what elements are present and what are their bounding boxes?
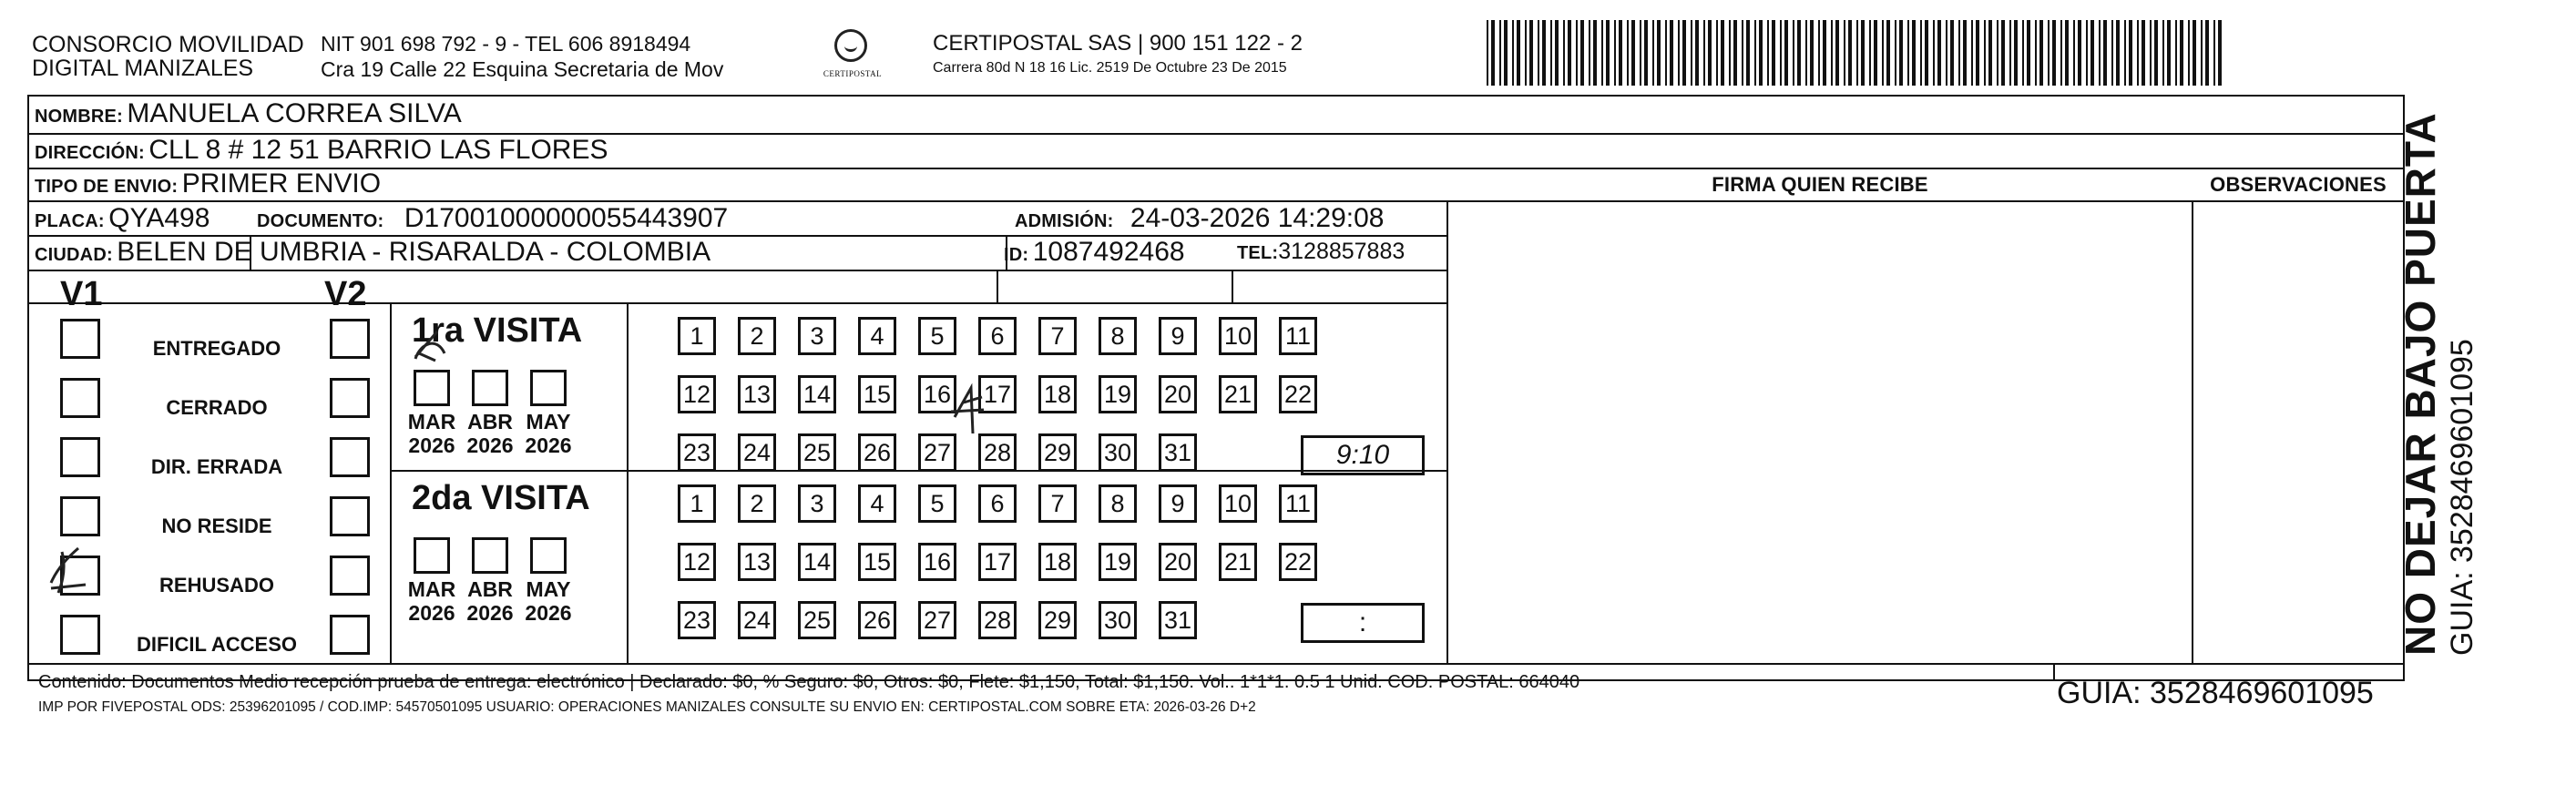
barcode-bar (2201, 20, 2203, 86)
day-box[interactable]: 2 (738, 484, 776, 523)
barcode-bar (2205, 20, 2209, 86)
day-box[interactable]: 30 (1099, 601, 1137, 639)
barcode (1487, 20, 2224, 86)
day-box[interactable]: 11 (1279, 317, 1317, 355)
barcode-bar (1823, 20, 1826, 86)
barcode-bar (1517, 20, 1520, 86)
day-box[interactable]: 9 (1159, 317, 1197, 355)
barcode-bar (1589, 20, 1590, 86)
day-box[interactable]: 19 (1099, 543, 1137, 581)
day-box[interactable]: 11 (1279, 484, 1317, 523)
day-box[interactable]: 13 (738, 375, 776, 413)
barcode-bar (1606, 20, 1610, 86)
barcode-bar (1682, 20, 1686, 86)
month-name: MAY (526, 410, 571, 433)
barcode-bar (1665, 20, 1667, 86)
day-box[interactable]: 14 (798, 543, 836, 581)
barcode-bar (1631, 20, 1635, 86)
month-year: 2026 (466, 601, 514, 625)
barcode-bar (1984, 20, 1986, 86)
day-box[interactable]: 20 (1159, 375, 1197, 413)
barcode-bar (1933, 20, 1935, 86)
form-frame (27, 95, 2405, 681)
barcode-bar (1793, 20, 1794, 86)
barcode-bar (2142, 20, 2145, 86)
month-year: 2026 (408, 601, 455, 625)
barcode-bar (1614, 20, 1616, 86)
barcode-bar (2073, 20, 2075, 86)
barcode-bar (1619, 20, 1622, 86)
barcode-bar (1818, 20, 1820, 86)
day-box[interactable]: 1 (678, 484, 716, 523)
day-box[interactable]: 30 (1099, 433, 1137, 472)
day-box[interactable]: 17 (978, 543, 1017, 581)
barcode-bar (1742, 20, 1743, 86)
footer-guia: GUIA: 3528469601095 (2057, 676, 2374, 710)
day-box[interactable]: 9 (1159, 484, 1197, 523)
side-guia: GUIA: 3528469601095 (2445, 339, 2479, 656)
day-box[interactable]: 25 (798, 601, 836, 639)
day-box[interactable]: 4 (858, 484, 896, 523)
barcode-bar (1627, 20, 1629, 86)
barcode-bar (1869, 20, 1871, 86)
barcode-bar (2035, 20, 2037, 86)
direccion-value: CLL 8 # 12 51 BARRIO LAS FLORES (148, 135, 608, 165)
day-27-mark (951, 388, 984, 433)
barcode-bar (2137, 20, 2139, 86)
day-box[interactable]: 15 (858, 543, 896, 581)
day-box[interactable]: 7 (1038, 484, 1077, 523)
barcode-bar (1491, 20, 1495, 86)
barcode-bar (1759, 20, 1763, 86)
barcode-bar (1899, 20, 1903, 86)
barcode-bar (2009, 20, 2011, 86)
nit-line-2: Cra 19 Calle 22 Esquina Secretaria de Mov (321, 57, 724, 81)
barcode-bar (1504, 20, 1508, 86)
barcode-bar (2116, 20, 2120, 86)
barcode-bar (1874, 20, 1877, 86)
day-box[interactable]: 8 (1099, 484, 1137, 523)
day-box[interactable]: 18 (1038, 375, 1077, 413)
barcode-bar (1971, 20, 1973, 86)
barcode-bar (2048, 20, 2050, 86)
day-box[interactable]: 19 (1099, 375, 1137, 413)
day-box[interactable]: 28 (978, 601, 1017, 639)
barcode-bar (2150, 20, 2152, 86)
barcode-bar (2065, 20, 2069, 86)
barcode-bar (2167, 20, 2171, 86)
barcode-bar (1703, 20, 1705, 86)
barcode-bar (2111, 20, 2113, 86)
direccion-label: DIRECCIÓN: (35, 143, 145, 163)
day-box[interactable]: 24 (738, 601, 776, 639)
day-box[interactable]: 2 (738, 317, 776, 355)
day-box[interactable]: 14 (798, 375, 836, 413)
month-name: ABR (467, 410, 513, 433)
day-box[interactable]: 6 (978, 317, 1017, 355)
barcode-bar (1848, 20, 1852, 86)
month-name: ABR (467, 577, 513, 601)
day-box[interactable]: 1 (678, 317, 716, 355)
barcode-bar (1563, 20, 1565, 86)
barcode-bar (2090, 20, 2094, 86)
barcode-bar (1601, 20, 1603, 86)
certipostal-logo (809, 27, 896, 82)
month-year: 2026 (525, 601, 572, 625)
id-label: ID: (1004, 245, 1029, 265)
observaciones-header (2193, 173, 2403, 197)
logo-icon (834, 29, 867, 62)
barcode-bar (2103, 20, 2107, 86)
nombre-value: MANUELA CORREA SILVA (127, 98, 462, 128)
month-name: MAR (407, 410, 456, 433)
barcode-bar (1925, 20, 1928, 86)
barcode-bar (2052, 20, 2056, 86)
barcode-bar (1920, 20, 1922, 86)
barcode-bar (1695, 20, 1699, 86)
day-box[interactable]: 22 (1279, 543, 1317, 581)
day-box[interactable]: 26 (858, 433, 896, 472)
mar-check-mark (415, 331, 445, 361)
barcode-bar (1576, 20, 1578, 86)
barcode-bar (1988, 20, 1992, 86)
barcode-bar (1538, 20, 1539, 86)
status-option-label: CERRADO (166, 396, 268, 419)
day-box[interactable]: 5 (918, 317, 956, 355)
admision-label: ADMISIÓN: (1015, 211, 1114, 231)
barcode-bar (1810, 20, 1814, 86)
day-box[interactable]: 29 (1038, 601, 1077, 639)
barcode-bar (1856, 20, 1858, 86)
v2-header: V2 (324, 275, 367, 313)
day-box[interactable]: 26 (858, 601, 896, 639)
day-box[interactable]: 27 (918, 601, 956, 639)
company-line-1: CONSORCIO MOVILIDAD (32, 32, 304, 57)
barcode-bar (2078, 20, 2081, 86)
footer-imp: IMP POR FIVEPOSTAL ODS: 25396201095 / COD.IMP: 54570501095 USUARIO: OPERACIONES MANIZALES CONSULTE SU ENVIO EN: CERTIPOSTAL.COM SOBRE ETA: 2026-03-26 D+2 (38, 699, 1256, 715)
nit-line-1: NIT 901 698 792 - 9 - TEL 606 8918494 (321, 32, 691, 56)
day-box[interactable]: 27 (918, 433, 956, 472)
logo-text: CERTIPOSTAL (823, 69, 883, 78)
tel-value: 3128857883 (1278, 239, 1406, 264)
barcode-bar (1912, 20, 1916, 86)
barcode-bar (2175, 20, 2177, 86)
barcode-bar (2027, 20, 2030, 86)
documento-label: DOCUMENTO: (257, 211, 384, 231)
tel-label: TEL: (1237, 243, 1279, 263)
admision-value: 24-03-2026 14:29:08 (1130, 203, 1385, 233)
barcode-bar (1542, 20, 1546, 86)
barcode-bar (2022, 20, 2024, 86)
barcode-bar (1886, 20, 1890, 86)
barcode-bar (2086, 20, 2088, 86)
day-box[interactable]: 5 (918, 484, 956, 523)
observaciones-label: OBSERVACIONES (2210, 173, 2387, 196)
status-option-label: REHUSADO (159, 574, 274, 596)
visit-time-box[interactable]: 9:10 (1301, 435, 1425, 475)
day-box[interactable]: 12 (678, 543, 716, 581)
barcode-bar (1593, 20, 1597, 86)
ciudad-value: BELEN DE UMBRIA - RISARALDA - COLOMBIA (117, 237, 711, 267)
day-box[interactable]: 21 (1219, 543, 1257, 581)
barcode-bar (2129, 20, 2132, 86)
barcode-bar (2193, 20, 2196, 86)
barcode-bar (1937, 20, 1941, 86)
day-box[interactable]: 3 (798, 484, 836, 523)
company-line-2: DIGITAL MANIZALES (32, 56, 254, 81)
v1-header: V1 (60, 275, 103, 313)
day-box[interactable]: 22 (1279, 375, 1317, 413)
company-name (32, 33, 304, 80)
barcode-bar (2213, 20, 2215, 86)
day-box[interactable]: 8 (1099, 317, 1137, 355)
barcode-bar (2154, 20, 2158, 86)
month-name: MAY (526, 577, 571, 601)
barcode-bar (1580, 20, 1584, 86)
day-box[interactable]: 6 (978, 484, 1017, 523)
ciudad-label: CIUDAD: (35, 245, 113, 265)
firma-label: FIRMA QUIEN RECIBE (1712, 173, 1928, 196)
barcode-bar (2188, 20, 2190, 86)
day-box[interactable]: 17 (978, 375, 1017, 413)
barcode-bar (1797, 20, 1801, 86)
barcode-bar (1640, 20, 1641, 86)
day-box[interactable]: 23 (678, 601, 716, 639)
barcode-bar (1946, 20, 1947, 86)
day-box[interactable]: 10 (1219, 484, 1257, 523)
barcode-bar (1691, 20, 1692, 86)
day-box[interactable]: 4 (858, 317, 896, 355)
barcode-bar (1767, 20, 1769, 86)
day-box[interactable]: 15 (858, 375, 896, 413)
barcode-bar (2099, 20, 2101, 86)
day-box[interactable]: 3 (798, 317, 836, 355)
day-box[interactable]: 10 (1219, 317, 1257, 355)
barcode-bar (1657, 20, 1661, 86)
day-box[interactable]: 13 (738, 543, 776, 581)
placa-label: PLACA: (35, 211, 105, 231)
barcode-bar (1754, 20, 1756, 86)
nombre-label: NOMBRE: (35, 107, 123, 127)
day-box[interactable]: 25 (798, 433, 836, 472)
day-box[interactable]: 7 (1038, 317, 1077, 355)
barcode-bar (1976, 20, 1979, 86)
barcode-bar (1780, 20, 1782, 86)
barcode-bar (1882, 20, 1884, 86)
barcode-bar (1512, 20, 1514, 86)
barcode-bar (1861, 20, 1865, 86)
company-nit (321, 31, 723, 82)
barcode-bar (2014, 20, 2018, 86)
status-option-label: ENTREGADO (152, 337, 281, 360)
barcode-bar (1729, 20, 1731, 86)
barcode-bar (1550, 20, 1552, 86)
day-box[interactable]: 16 (918, 375, 956, 413)
barcode-bar (1487, 20, 1488, 86)
barcode-bar (1670, 20, 1673, 86)
barcode-bar (1895, 20, 1896, 86)
barcode-bar (1784, 20, 1788, 86)
barcode-bar (2001, 20, 2005, 86)
barcode-bar (1652, 20, 1654, 86)
day-box[interactable]: 23 (678, 433, 716, 472)
barcode-bar (2039, 20, 2043, 86)
id-value: 1087492468 (1032, 237, 1185, 267)
barcode-bar (1963, 20, 1967, 86)
day-box[interactable]: 31 (1159, 433, 1197, 472)
barcode-bar (1997, 20, 1998, 86)
barcode-bar (1831, 20, 1833, 86)
visit-title: 1ra VISITA (412, 311, 583, 350)
barcode-bar (1958, 20, 1960, 86)
barcode-bar (1525, 20, 1527, 86)
side-warning: NO DEJAR BAJO PUERTA (2397, 112, 2444, 656)
barcode-bar (1678, 20, 1680, 86)
documento-value: D17001000000055443907 (404, 203, 729, 233)
barcode-bar (2060, 20, 2062, 86)
firma-header (1446, 173, 2193, 197)
barcode-bar (1805, 20, 1807, 86)
day-box[interactable]: 21 (1219, 375, 1257, 413)
barcode-bar (1721, 20, 1724, 86)
barcode-bar (1499, 20, 1501, 86)
barcode-bar (1716, 20, 1718, 86)
day-box[interactable]: 29 (1038, 433, 1077, 472)
barcode-bar (1644, 20, 1648, 86)
day-box[interactable]: 16 (918, 543, 956, 581)
barcode-bar (1950, 20, 1954, 86)
barcode-bar (2124, 20, 2126, 86)
tipo-envio-value: PRIMER ENVIO (181, 168, 382, 199)
barcode-bar (1835, 20, 1839, 86)
barcode-bar (1555, 20, 1559, 86)
visit-time-box[interactable]: : (1301, 603, 1425, 643)
barcode-bar (1772, 20, 1775, 86)
footer-content: Contenido: Documentos Medio recepción prueba de entrega: electrónico | Declarado: $0, % Seguro: $0, Otros: $0, Flete: $1,150, Total: $1,150. Vol.. 1*1*1. 0.5 1 Unid. COD. POSTAL: 664040 (38, 672, 1580, 692)
barcode-bar (2218, 20, 2222, 86)
barcode-bar (1529, 20, 1533, 86)
placa-value: QYA498 (108, 203, 210, 233)
month-name: MAR (407, 577, 456, 601)
day-box[interactable]: 18 (1038, 543, 1077, 581)
v1-no-reside-check-mark (51, 548, 86, 593)
month-year: 2026 (525, 433, 572, 457)
barcode-bar (1746, 20, 1750, 86)
day-box[interactable]: 24 (738, 433, 776, 472)
day-box[interactable]: 28 (978, 433, 1017, 472)
month-year: 2026 (408, 433, 455, 457)
barcode-bar (1708, 20, 1712, 86)
day-box[interactable]: 31 (1159, 601, 1197, 639)
visit-title: 2da VISITA (412, 479, 590, 517)
barcode-bar (2180, 20, 2183, 86)
status-option-label: DIFICIL ACCESO (136, 633, 297, 656)
handwritten-marks (29, 97, 1450, 661)
day-box[interactable]: 20 (1159, 543, 1197, 581)
side-text (2396, 0, 2480, 656)
certipostal-name: CERTIPOSTAL SAS | 900 151 122 - 2 (933, 31, 1303, 56)
month-year: 2026 (466, 433, 514, 457)
barcode-bar (2162, 20, 2164, 86)
barcode-bar (1568, 20, 1571, 86)
barcode-bar (1844, 20, 1845, 86)
day-box[interactable]: 12 (678, 375, 716, 413)
tipo-envio-label: TIPO DE ENVIO: (35, 177, 179, 197)
status-option-label: DIR. ERRADA (150, 455, 283, 478)
certipostal-address: Carrera 80d N 18 16 Lic. 2519 De Octubre 23 De 2015 (933, 60, 1287, 76)
barcode-bar (1733, 20, 1737, 86)
barcode-bar (1907, 20, 1909, 86)
status-option-label: NO RESIDE (161, 515, 272, 537)
